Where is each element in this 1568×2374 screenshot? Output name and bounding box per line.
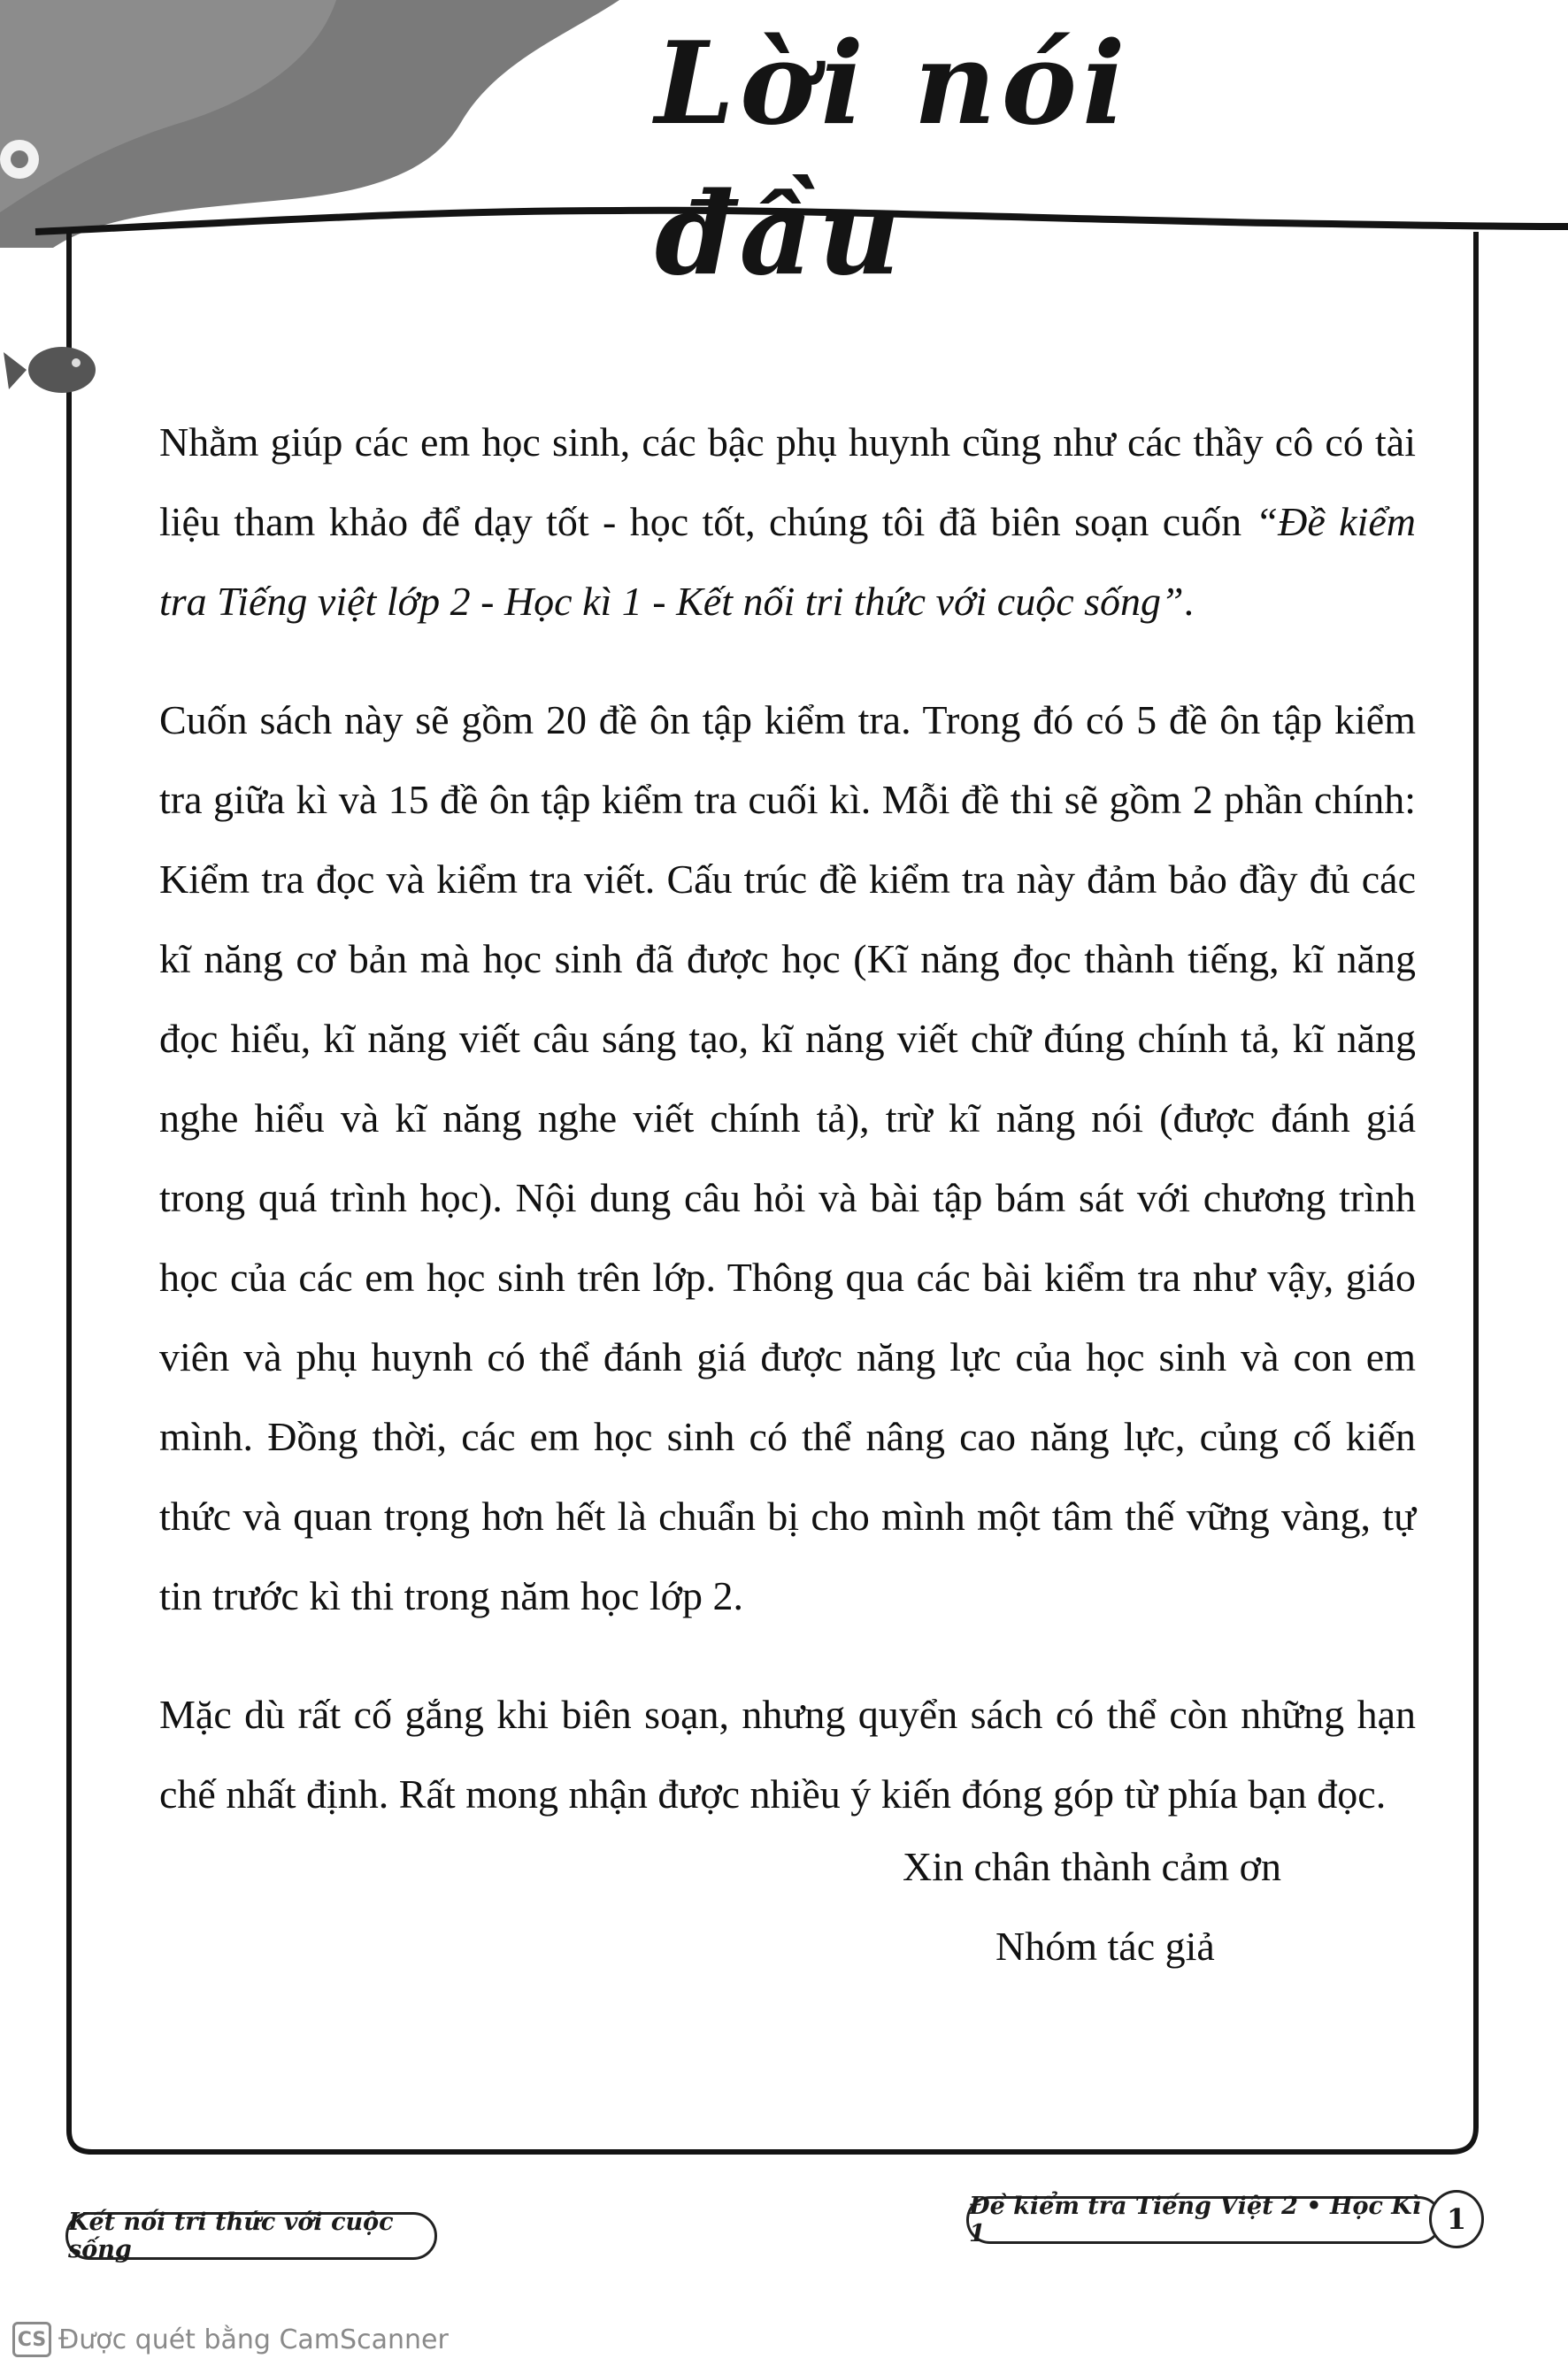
intro-end: . xyxy=(1183,579,1195,624)
closing-block xyxy=(903,1827,1398,1986)
page-number: 1 xyxy=(1429,2190,1484,2248)
footer-series-label: Kết nối tri thức với cuộc sống xyxy=(65,2212,437,2260)
footer-book-label: Đề kiểm tra Tiếng Việt 2 • Học Kì 1 xyxy=(966,2196,1442,2244)
book-title: “Đề kiểm tra Tiếng việt lớp 2 - Học kì 1 - Kết nối tri thức với cuộc sống” xyxy=(159,499,1416,624)
scanner-text: Được quét bằng CamScanner xyxy=(58,2324,449,2355)
page-title: Lời nói đầu xyxy=(655,18,1131,301)
paragraph-thanks: Mặc dù rất cố gắng khi biên soạn, nhưng quyển sách có thể còn những hạn chế nhất định. Rất mong nhận được nhiều ý kiến đóng góp từ phía bạn đọc. xyxy=(159,1692,1416,1817)
paragraph-content: Cuốn sách này sẽ gồm 20 đề ôn tập kiểm tra. Trong đó có 5 đề ôn tập kiểm tra giữa kì và 15 đề ôn tập kiểm tra cuối kì. Mỗi đề thi sẽ gồm 2 phần chính: Kiểm tra đọc và kiểm tra viết. Cấu trúc đề kiểm tra này đảm bảo đầy đủ các kĩ năng cơ bản mà học sinh đã được học (Kĩ năng đọc thành tiếng, kĩ năng đọc hiểu, kĩ năng viết câu sáng tạo, kĩ năng viết chữ đúng chính tả, kĩ năng nghe hiểu và kĩ năng nghe viết chính tả), trừ kĩ năng nói (được đánh giá trong quá trình học). Nội dung câu hỏi và bài tập bám sát với chương trình học của các em học sinh trên lớp. Thông qua các bài kiểm tra như vậy, giáo viên và phụ huynh có thể đánh giá được năng lực của học sinh và con em mình. Đồng thời, các em học sinh có thể nâng cao năng lực, củng cố kiến thức và quan trọng hơn hết là chuẩn bị cho mình một tâm thế vững vàng, tự tin trước kì thi trong năm học lớp 2. xyxy=(159,697,1416,1618)
scanner-watermark xyxy=(12,2318,449,2361)
paragraph-intro xyxy=(159,403,1416,642)
closing-text: Xin chân thành cảm ơn xyxy=(903,1844,1281,1889)
preface-body xyxy=(159,403,1416,1873)
intro-text: Nhằm giúp các em học sinh, các bậc phụ huynh cũng như các thầy cô có tài liệu tham khảo để dạy tốt - học tốt, chúng tôi đã biên soạn cuốn xyxy=(159,419,1416,544)
signature: Nhóm tác giả xyxy=(995,1924,1215,1969)
fish-icon xyxy=(4,347,96,393)
camscanner-logo-icon: CS xyxy=(12,2322,51,2357)
